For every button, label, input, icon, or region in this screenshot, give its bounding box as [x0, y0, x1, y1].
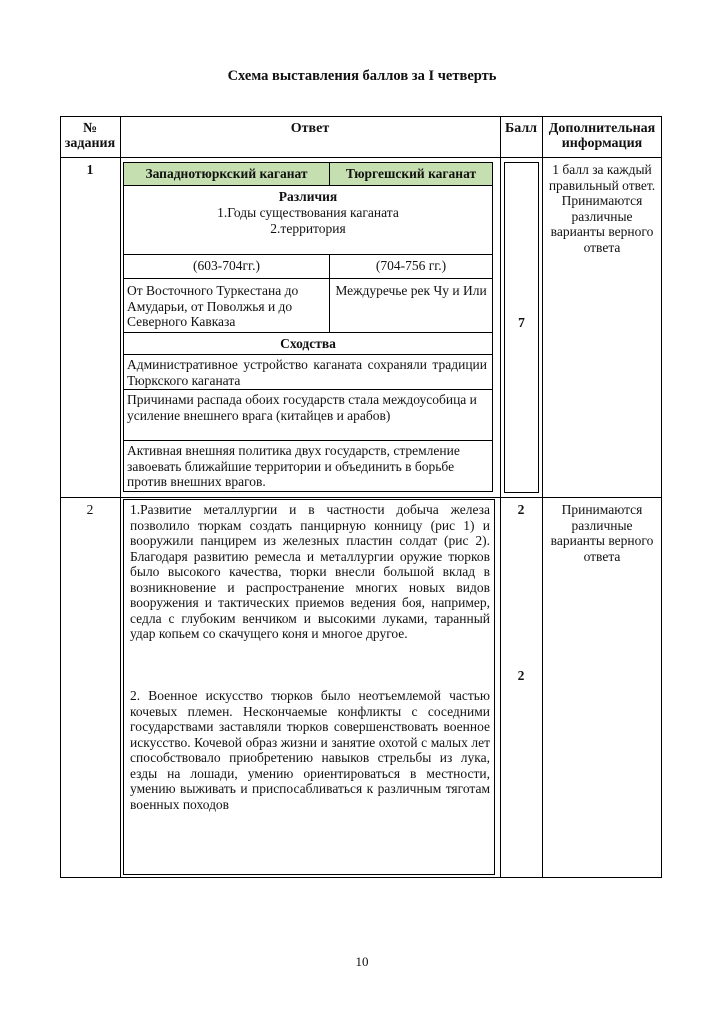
western-turkic-khaganate-label: Западнотюркский каганат — [145, 166, 308, 181]
table-left-border — [60, 116, 61, 878]
col-divider-answer — [500, 116, 501, 878]
similarity-3: Активная внешняя политика двух государств, стремление завоевать ближайшие территории и объединить в борьбе против внешних врагов. — [127, 443, 460, 489]
row2-score-2: 2 — [517, 668, 525, 683]
header-score: Балл — [504, 121, 538, 136]
row2-task-number: 2 — [86, 502, 94, 517]
header-answer: Ответ — [290, 121, 330, 136]
row2-answer-paragraph-2: 2. Военное искусство тюрков было неотъемлемой частью кочевых племен. Нескончаемые конфликты с соседними государствами заставляли тюрков совершенствовать военное искусство. Кочевой образ жизни и занятие охотой с малых лет способствовало приобретению навыков стрельбы из лука, езды на лошади, умению ориентироваться в местности, умению выживать и приспосабливаться к различным тяготам военных походов — [130, 688, 490, 812]
differences-title: Различия — [278, 189, 338, 204]
col-divider-score — [542, 116, 543, 878]
turgesh-khaganate-label: Тюргешский каганат — [345, 166, 477, 181]
row2-answer-paragraph-1: 1.Развитие металлургии и в частности добыча железа позволило тюркам создать панцирную конницу (рис 1) и вооружили панцирем из железных пластин солдат (рис 2). Благодаря развитию ремесла и металлургии оружие тюрков было высокого качества, тюрки внесли большой вклад в возникновение и распространение многих новых видов вооружения и тактических приемов ведения боя, например, седла с глубоким венчиком и высокими луками, таранный удар копьем со скачущего коня и многое другое. — [130, 502, 490, 641]
row2-extra-info: Принимаются различные варианты верного ответа — [550, 502, 654, 564]
years-western-turkic: (603-704гг.) — [193, 258, 260, 273]
row2-score-1: 2 — [517, 502, 525, 517]
header-bottom-border — [60, 157, 662, 158]
table-right-border — [661, 116, 662, 878]
header-extra-info: Дополнительная информация — [548, 121, 656, 151]
row1-bottom-border — [60, 497, 662, 498]
table-top-border — [60, 116, 662, 117]
row1-score: 7 — [518, 315, 525, 330]
similarities-title: Сходства — [280, 336, 336, 351]
territory-western-turkic: От Восточного Туркестана до Амударьи, от Поволжья и до Северного Кавказа — [127, 283, 299, 329]
differences-item-2: 2.территория — [270, 221, 346, 236]
similarity-2: Причинами распада обоих государств стала междоусобица и усиление внешнего врага (китайцев и арабов) — [127, 392, 477, 423]
years-turgesh: (704-756 гг.) — [375, 258, 447, 273]
page-title: Схема выставления баллов за I четверть — [227, 68, 497, 84]
col-divider-num — [120, 116, 121, 878]
territory-turgesh: Междуречье рек Чу и Или — [335, 283, 487, 298]
differences-item-1: 1.Годы существования каганата — [217, 205, 399, 220]
table-bottom-border — [60, 877, 662, 878]
row1-extra-info: 1 балл за каждый правильный ответ. Принимаются различные варианты верного ответа — [548, 162, 656, 255]
similarity-1: Административное устройство каганата сохраняли традиции Тюркского каганата — [127, 357, 487, 388]
row1-task-number: 1 — [86, 162, 94, 177]
header-task-number: № задания — [64, 121, 116, 151]
page-number: 10 — [355, 954, 369, 969]
